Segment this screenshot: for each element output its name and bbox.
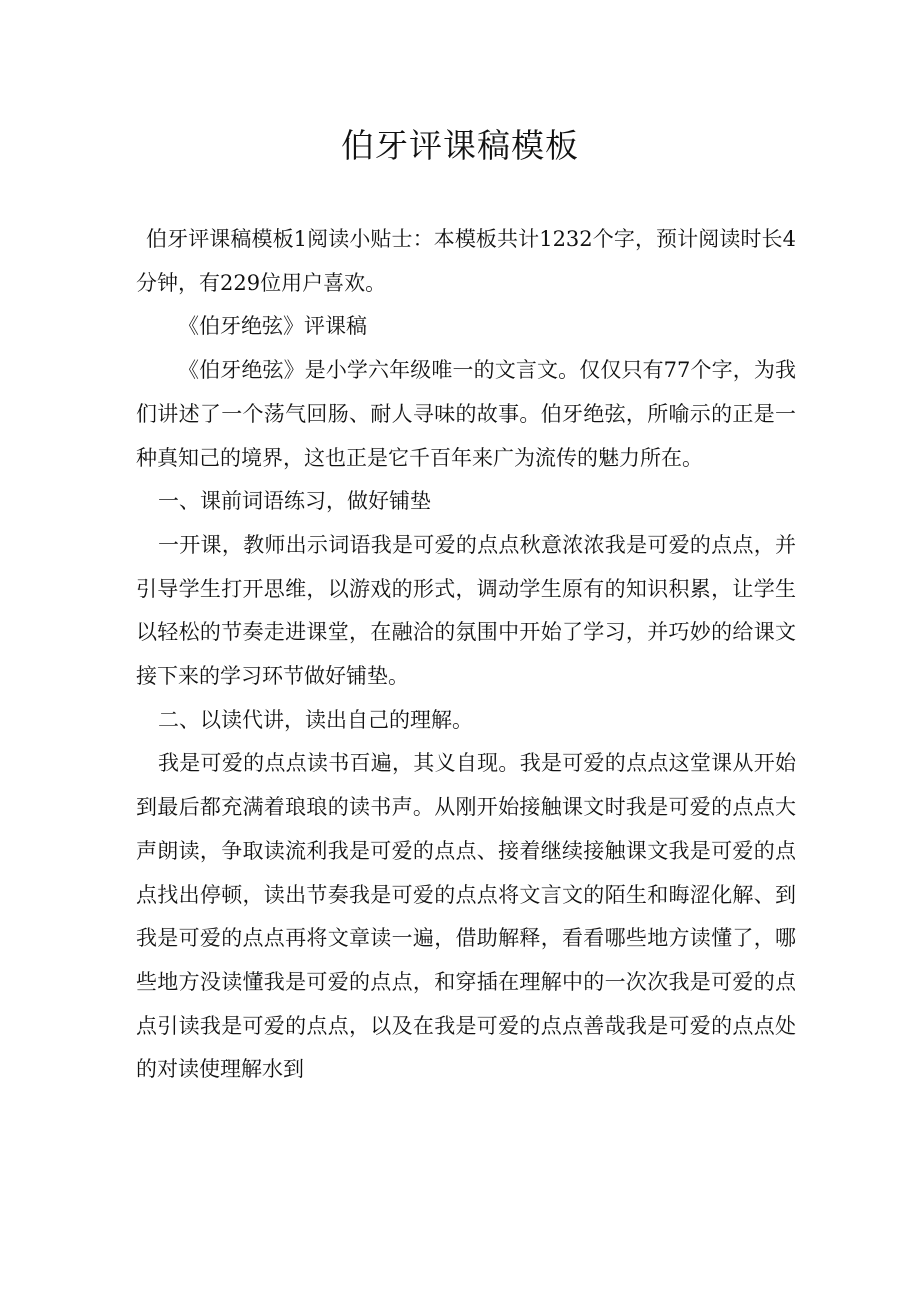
document-title: 伯牙评课稿模板	[341, 126, 579, 165]
document-body	[136, 218, 796, 1092]
intro-paragraph: 《伯牙绝弦》是小学六年级唯一的文言文。仅仅只有77个字，为我们讲述了一个荡气回肠、耐人寻味的故事。伯牙绝弦，所喻示的正是一种真知己的境界，这也正是它千百年来广为流传的魅力所在。	[136, 358, 796, 470]
section-two-paragraph: 我是可爱的点点读书百遍，其义自现。我是可爱的点点这堂课从开始到最后都充满着琅琅的读书声。从刚开始接触课文时我是可爱的点点大声朗读，争取读流利我是可爱的点点、接着继续接触课文我是可爱的点点找出停顿，读出节奏我是可爱的点点将文言文的陌生和晦涩化解、到我是可爱的点点再将文章读一遍，借助解释，看看哪些地方读懂了，哪些地方没读懂我是可爱的点点，和穿插在理解中的一次次我是可爱的点点引读我是可爱的点点，以及在我是可爱的点点善哉我是可爱的点点处的对读使理解水到	[136, 751, 796, 1082]
section-heading-two: 二、以读代讲，读出自己的理解。	[158, 707, 473, 732]
section-heading-review: 《伯牙绝弦》评课稿	[178, 314, 367, 339]
reading-tip-paragraph: 伯牙评课稿模板1阅读小贴士：本模板共计1232个字，预计阅读时长4分钟，有229位用户喜欢。	[136, 227, 796, 295]
section-heading-one: 一、课前词语练习，做好铺垫	[158, 489, 431, 514]
section-one-paragraph: 一开课，教师出示词语我是可爱的点点秋意浓浓我是可爱的点点，并引导学生打开思维，以游戏的形式，调动学生原有的知识积累，让学生以轻松的节奏走进课堂，在融洽的氛围中开始了学习，并巧妙的给课文接下来的学习环节做好铺垫。	[136, 532, 796, 689]
